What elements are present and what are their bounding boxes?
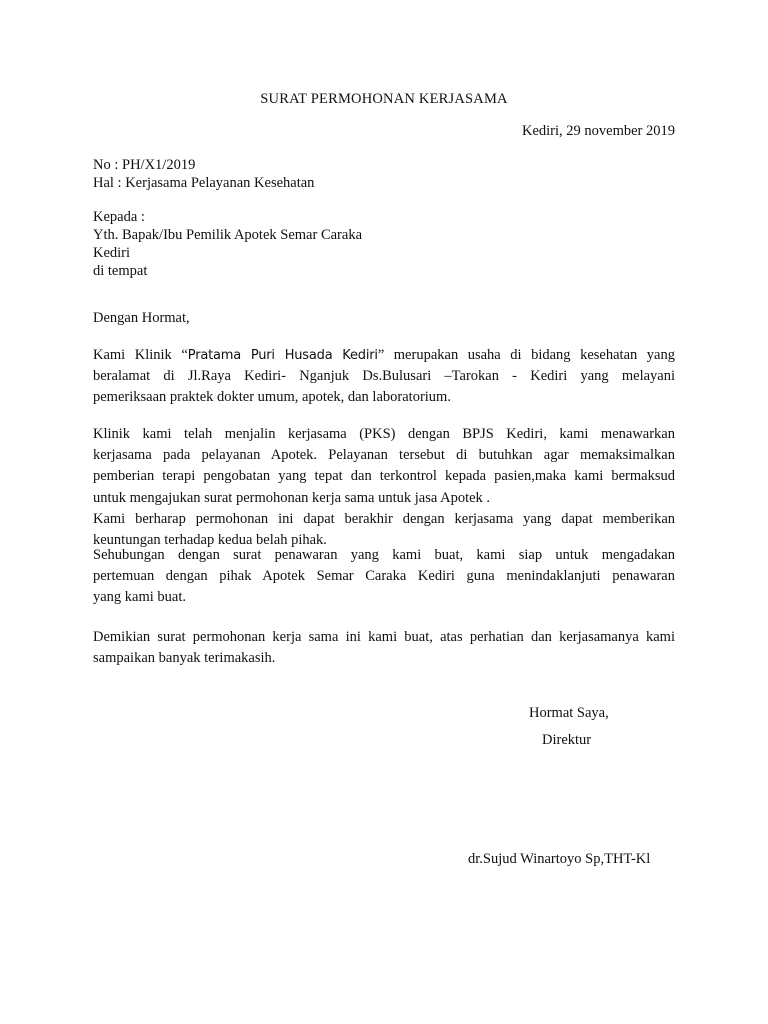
recipient-block [93, 208, 362, 280]
paragraph-line: kerjasama pada pelayanan Apotek. Pelayanan tersebut di butuhkan agar memaksimalkan [93, 447, 675, 464]
letter-title: SURAT PERMOHONAN KERJASAMA [260, 91, 508, 107]
paragraph-line: Klinik kami telah menjalin kerjasama (PKS) dengan BPJS Kediri, kami menawarkan [93, 426, 675, 442]
clinic-name: Pratama Puri Husada Kediri [187, 348, 378, 363]
recipient-city: Kediri [93, 245, 131, 261]
signatory-name: dr.Sujud Winartoyo Sp,THT-Kl [468, 851, 651, 867]
recipient-location: di tempat [93, 263, 148, 279]
paragraph-line: pemberian terapi pengobatan yang tepat dan terkontrol kepada pasien,maka kami bermaksud [93, 468, 675, 485]
paragraph-meeting [93, 545, 675, 609]
paragraph-line: sampaikan banyak terimakasih. [93, 650, 276, 667]
recipient-label: Kepada : [93, 209, 145, 225]
place-date: Kediri, 29 november 2019 [521, 123, 675, 139]
paragraph-line: Kami berharap permohonan ini dapat berakhir dengan kerjasama yang dapat memberikan [93, 511, 675, 527]
greeting: Dengan Hormat, [93, 310, 190, 326]
paragraph-line: Kami Klinik “Pratama Puri Husada Kediri” merupakan usaha di bidang kesehatan yang [93, 347, 675, 363]
paragraph-line: untuk mengajukan surat permohonan kerja sama untuk jasa Apotek . [93, 489, 491, 506]
paragraph-line: Demikian surat permohonan kerja sama ini kami buat, atas perhatian dan kerjasamanya kami [93, 629, 675, 645]
signatory-position: Direktur [542, 732, 592, 748]
paragraph-line: pertemuan dengan pihak Apotek Semar Caraka Kediri guna menindaklanjuti penawaran [93, 568, 675, 585]
paragraph-offer [93, 424, 675, 509]
paragraph-closing [93, 627, 675, 669]
paragraph-line: Sehubungan dengan surat penawaran yang kami buat, kami siap untuk mengadakan [93, 547, 675, 563]
closing-salutation: Hormat Saya, [529, 705, 609, 721]
paragraph-introduction [93, 345, 675, 409]
paragraph-line: yang kami buat. [93, 589, 187, 606]
paragraph-line: keuntungan terhadap kedua belah pihak. [93, 532, 327, 549]
letter-number: No : PH/X1/2019 [93, 157, 196, 173]
letter-reference [93, 156, 314, 192]
letter-subject: Hal : Kerjasama Pelayanan Kesehatan [93, 175, 315, 191]
recipient-name: Yth. Bapak/Ibu Pemilik Apotek Semar Caraka [93, 227, 363, 243]
paragraph-line: beralamat di Jl.Raya Kediri- Nganjuk Ds.Bulusari –Tarokan - Kediri yang melayani [93, 368, 675, 385]
paragraph-line: pemeriksaan praktek dokter umum, apotek, dan laboratorium. [93, 389, 451, 406]
